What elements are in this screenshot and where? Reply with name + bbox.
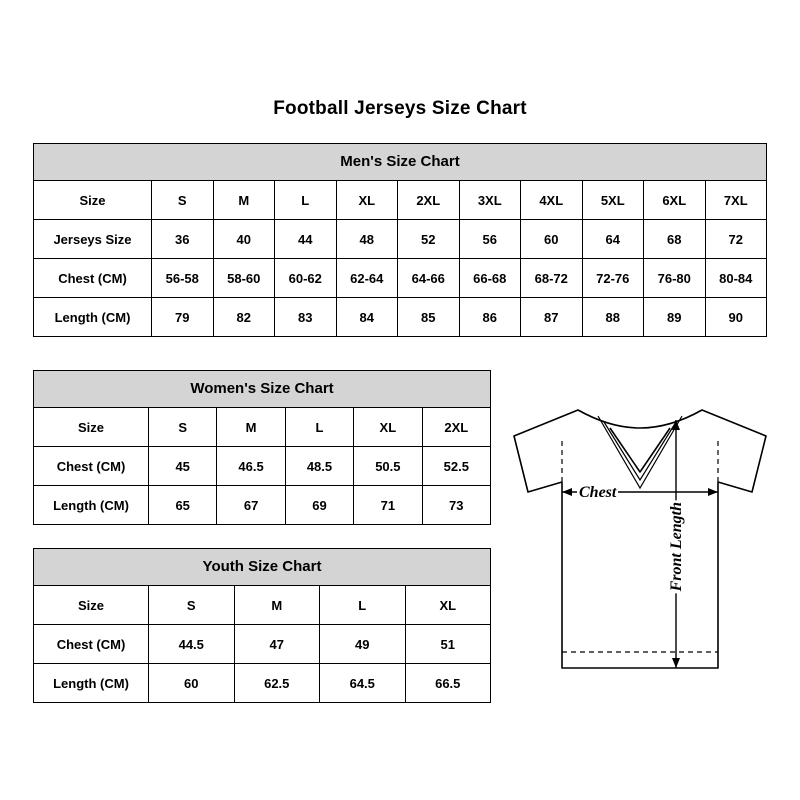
table-row	[34, 664, 491, 703]
chest-measure-label: Chest	[579, 484, 617, 501]
table-cell: XL	[336, 181, 398, 220]
table-cell: 6XL	[644, 181, 706, 220]
table-cell: 49	[320, 625, 406, 664]
table-cell: 69	[285, 486, 353, 525]
table-cell: 72-76	[582, 259, 644, 298]
table-cell: 89	[644, 298, 706, 337]
table-row	[34, 298, 767, 337]
front-length-measure-label: Front Length	[668, 502, 685, 592]
table-row	[34, 447, 491, 486]
table-cell: 66.5	[405, 664, 491, 703]
row-label: Size	[34, 586, 149, 625]
womens-table-caption: Women's Size Chart	[33, 370, 491, 407]
table-cell: 85	[398, 298, 460, 337]
table-cell: XL	[354, 408, 422, 447]
table-cell: 66-68	[459, 259, 521, 298]
table-cell: 52	[398, 220, 460, 259]
table-cell: 56-58	[152, 259, 214, 298]
table-row	[34, 181, 767, 220]
table-cell: M	[217, 408, 285, 447]
table-cell: L	[275, 181, 337, 220]
mens-size-table	[33, 143, 767, 337]
row-label: Chest (CM)	[34, 625, 149, 664]
row-label: Jerseys Size	[34, 220, 152, 259]
table-cell: XL	[405, 586, 491, 625]
womens-size-chart	[33, 370, 491, 525]
womens-size-table	[33, 370, 491, 525]
table-cell: 79	[152, 298, 214, 337]
row-label: Length (CM)	[34, 486, 149, 525]
table-cell: S	[152, 181, 214, 220]
table-cell: 71	[354, 486, 422, 525]
table-cell: 68-72	[521, 259, 583, 298]
mens-size-chart	[33, 143, 767, 337]
table-cell: 7XL	[705, 181, 767, 220]
table-cell: 68	[644, 220, 706, 259]
table-cell: 64-66	[398, 259, 460, 298]
table-cell: S	[149, 408, 217, 447]
table-cell: 48.5	[285, 447, 353, 486]
table-cell: 83	[275, 298, 337, 337]
table-cell: 2XL	[422, 408, 490, 447]
table-cell: 65	[149, 486, 217, 525]
table-cell: 64	[582, 220, 644, 259]
table-cell: 90	[705, 298, 767, 337]
table-cell: 76-80	[644, 259, 706, 298]
table-cell: 36	[152, 220, 214, 259]
row-label: Size	[34, 181, 152, 220]
table-cell: 60	[149, 664, 235, 703]
table-cell: 2XL	[398, 181, 460, 220]
table-row	[34, 625, 491, 664]
table-cell: 72	[705, 220, 767, 259]
youth-size-table	[33, 548, 491, 703]
row-label: Length (CM)	[34, 664, 149, 703]
table-row	[34, 486, 491, 525]
table-cell: 45	[149, 447, 217, 486]
table-cell: 40	[213, 220, 275, 259]
jersey-measurement-diagram	[500, 400, 780, 700]
table-row	[34, 259, 767, 298]
table-cell: L	[285, 408, 353, 447]
table-cell: 46.5	[217, 447, 285, 486]
table-cell: M	[213, 181, 275, 220]
table-row	[34, 586, 491, 625]
table-cell: 47	[234, 625, 320, 664]
mens-table-caption: Men's Size Chart	[33, 143, 767, 180]
table-cell: 4XL	[521, 181, 583, 220]
table-cell: 56	[459, 220, 521, 259]
row-label: Length (CM)	[34, 298, 152, 337]
table-cell: 44.5	[149, 625, 235, 664]
table-row	[34, 408, 491, 447]
table-cell: 3XL	[459, 181, 521, 220]
row-label: Size	[34, 408, 149, 447]
table-cell: 48	[336, 220, 398, 259]
table-cell: L	[320, 586, 406, 625]
table-cell: 82	[213, 298, 275, 337]
table-cell: 58-60	[213, 259, 275, 298]
table-cell: 50.5	[354, 447, 422, 486]
table-cell: 62.5	[234, 664, 320, 703]
table-cell: 86	[459, 298, 521, 337]
table-cell: 67	[217, 486, 285, 525]
table-cell: 84	[336, 298, 398, 337]
table-cell: 60	[521, 220, 583, 259]
table-cell: 60-62	[275, 259, 337, 298]
table-cell: 5XL	[582, 181, 644, 220]
youth-table-caption: Youth Size Chart	[33, 548, 491, 585]
table-cell: 62-64	[336, 259, 398, 298]
table-cell: 88	[582, 298, 644, 337]
table-cell: 64.5	[320, 664, 406, 703]
table-cell: 80-84	[705, 259, 767, 298]
youth-size-chart	[33, 548, 491, 703]
jersey-outline-icon	[500, 400, 780, 700]
table-cell: 51	[405, 625, 491, 664]
table-cell: S	[149, 586, 235, 625]
table-row	[34, 220, 767, 259]
table-cell: 44	[275, 220, 337, 259]
table-cell: 52.5	[422, 447, 490, 486]
row-label: Chest (CM)	[34, 447, 149, 486]
table-cell: 73	[422, 486, 490, 525]
row-label: Chest (CM)	[34, 259, 152, 298]
page-title: Football Jerseys Size Chart	[273, 98, 527, 119]
table-cell: 87	[521, 298, 583, 337]
table-cell: M	[234, 586, 320, 625]
